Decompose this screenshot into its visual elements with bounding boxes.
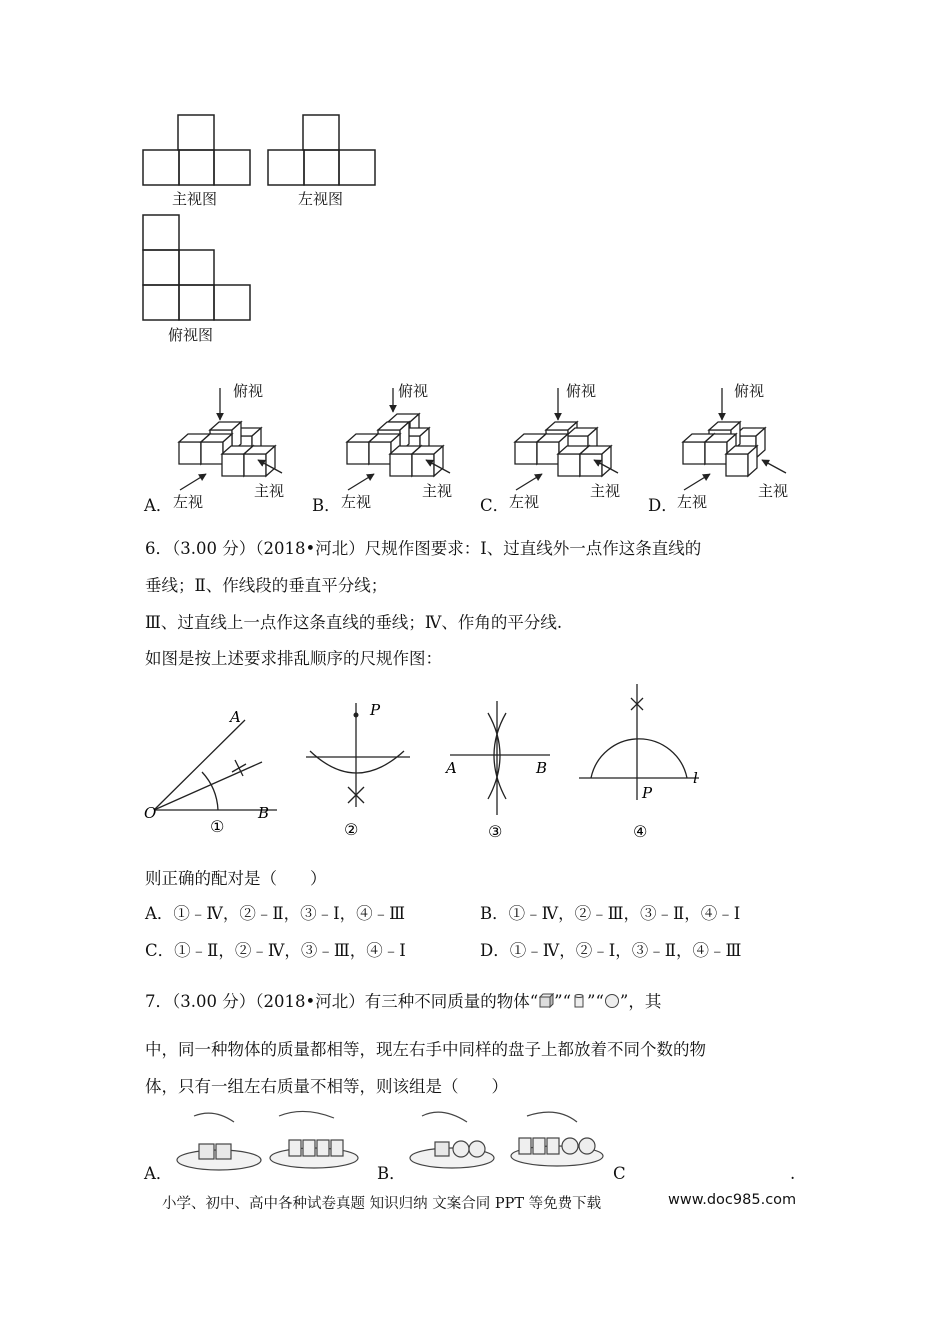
construction-figure-4	[575, 680, 715, 845]
q5-option-d[interactable]	[644, 378, 804, 518]
q6-option-b[interactable]: B．①﹣Ⅳ，②﹣Ⅲ，③﹣Ⅱ，④﹣Ⅰ	[480, 904, 741, 923]
label-p: P	[642, 784, 653, 802]
footer-text: 小学、初中、高中各种试卷真题 知识归纳 文案合同 PPT 等免费下载	[162, 1196, 602, 1212]
q7-option-a[interactable]	[140, 1108, 370, 1188]
footer-url[interactable]: www.doc985.com	[668, 1192, 797, 1208]
construction-figure-3	[440, 695, 560, 845]
front-view-label: 主视	[254, 482, 285, 500]
q7-line-1: 7．（3.00 分）（2018•河北）有三种不同质量的物体“ ”“ ”“ ”，其	[145, 992, 662, 1011]
top-view-label: 俯视	[398, 382, 429, 400]
q7-option-b-label: B．	[377, 1164, 406, 1183]
label-b: B	[258, 804, 270, 822]
q7-line-3: 体，只有一组左右质量不相等，则该组是（ ）	[145, 1077, 508, 1096]
left-view-label: 左视	[341, 493, 372, 511]
plates-image-b	[407, 1108, 607, 1183]
figure-number-2: ②	[344, 820, 359, 839]
label-o: O	[144, 804, 157, 822]
label-l: l	[693, 769, 698, 787]
top-view-label: 俯视	[734, 382, 765, 400]
figure-number-4: ④	[633, 822, 648, 841]
q7-option-b[interactable]	[375, 1108, 605, 1188]
q6-line-1: 6．（3.00 分）（2018•河北）尺规作图要求：Ⅰ、过直线外一点作这条直线的	[145, 539, 702, 558]
q6-option-d[interactable]: D．①﹣Ⅳ，②﹣Ⅰ，③﹣Ⅱ，④﹣Ⅲ	[480, 941, 742, 960]
q6-option-c[interactable]: C．①﹣Ⅱ，②﹣Ⅳ，③﹣Ⅲ，④﹣Ⅰ	[145, 941, 406, 960]
front-view-label: 主视	[590, 482, 621, 500]
label-p: P	[370, 701, 381, 719]
q5-option-a[interactable]	[140, 378, 300, 518]
front-view-caption: 主视图	[172, 190, 218, 208]
q7-line-2: 中，同一种物体的质量都相等，现左右手中同样的盘子上都放着不同个数的物	[145, 1040, 706, 1059]
q6-line-2: 垂线；Ⅱ、作线段的垂直平分线；	[145, 576, 388, 595]
figure-number-1: ①	[210, 817, 225, 836]
left-view-label: 左视	[173, 493, 204, 511]
q7-trailing-dot: .	[790, 1164, 796, 1183]
q6-option-a[interactable]: A．①﹣Ⅳ，②﹣Ⅱ，③﹣Ⅰ，④﹣Ⅲ	[145, 904, 406, 923]
figure-number-3: ③	[488, 822, 503, 841]
q6-line-3: Ⅲ、过直线上一点作这条直线的垂线；Ⅳ、作角的平分线.	[145, 613, 563, 632]
q6-line-4: 如图是按上述要求排乱顺序的尺规作图：	[145, 649, 442, 668]
construction-figure-2	[300, 695, 420, 845]
cube-object-icon	[538, 993, 554, 1009]
label-a: A	[446, 759, 457, 777]
option-label-d: D．	[648, 496, 678, 515]
left-view-label: 左视	[509, 493, 540, 511]
q5-option-b[interactable]	[308, 378, 468, 518]
option-label-a: A．	[144, 496, 173, 515]
front-view-label: 主视	[422, 482, 453, 500]
front-view-label: 主视	[758, 482, 789, 500]
construction-figure-1	[140, 700, 290, 845]
q7-option-a-label: A．	[144, 1164, 173, 1183]
q7-option-c-label[interactable]: C	[613, 1164, 626, 1183]
top-view-figure	[140, 212, 255, 324]
left-view-caption: 左视图	[298, 190, 344, 208]
label-a: A	[230, 708, 241, 726]
label-b: B	[536, 759, 548, 777]
top-view-label: 俯视	[566, 382, 597, 400]
left-view-label: 左视	[677, 493, 708, 511]
q6-question: 则正确的配对是（ ）	[145, 869, 327, 888]
ball-object-icon	[604, 993, 620, 1009]
plates-image-a	[174, 1108, 370, 1183]
option-label-c: C．	[480, 496, 510, 515]
top-view-label: 俯视	[233, 382, 264, 400]
top-view-caption: 俯视图	[168, 326, 214, 344]
cylinder-object-icon	[571, 993, 587, 1009]
q5-option-c[interactable]	[476, 378, 636, 518]
option-label-b: B．	[312, 496, 341, 515]
